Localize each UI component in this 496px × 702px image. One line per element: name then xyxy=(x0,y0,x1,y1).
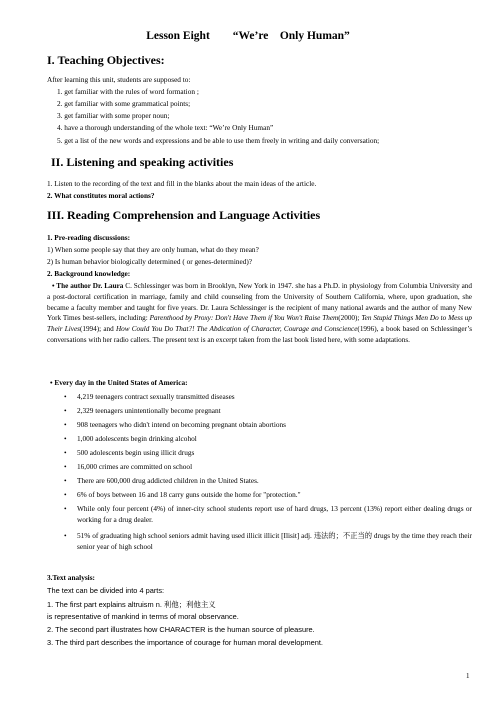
background-heading: 2. Background knowledge: xyxy=(47,269,131,278)
bullet-icon: • xyxy=(64,490,67,499)
every-day-heading: • Every day in the United States of America: xyxy=(50,378,188,387)
list-item-text: 1,000 adolescents begin drinking alcohol xyxy=(77,434,197,443)
objective-item: 2. get familiar with some grammatical points; xyxy=(57,99,191,108)
section-3-heading: III. Reading Comprehension and Language Activities xyxy=(47,208,321,222)
bullet-icon: • xyxy=(64,476,67,485)
section-2-heading: II. Listening and speaking activities xyxy=(51,155,234,169)
listening-item: 2. What constitutes moral actions? xyxy=(47,191,155,200)
list-item-text: 4,219 teenagers contract sexually transmitted diseases xyxy=(77,392,235,401)
pre-reading-item: 1) When some people say that they are only human, what do they mean? xyxy=(47,245,259,254)
list-item-text: 6% of boys between 16 and 18 carry guns outside the home for "protection." xyxy=(77,490,301,499)
bullet-icon: • xyxy=(64,420,67,429)
bullet-icon: • xyxy=(64,448,67,457)
book-rest: (1996), a book based on Schlessinger’s conversations with her radio callers. The present text is an excerpt taken from the last book listed here, with some adaptations. xyxy=(47,325,472,344)
text-analysis-intro: The text can be divided into 4 parts: xyxy=(47,586,165,595)
text-analysis-heading: 3.Text analysis: xyxy=(47,573,95,582)
objective-item: 5. get a list of the new words and expressions and be able to use them freely in writing and daily conversation; xyxy=(57,136,380,145)
book-year: (1994); and xyxy=(79,325,116,334)
bullet-icon: • xyxy=(64,531,67,540)
listening-item: 1. Listen to the recording of the text and fill in the blanks about the main ideas of the article. xyxy=(47,179,317,188)
list-item-text: While only four percent (4%) of inner-city school students report use of hard drugs, 13 percent (13%) report either dealing drugs or working for a drug dealer. xyxy=(77,504,472,524)
pre-reading-heading: 1. Pre-reading discussions: xyxy=(47,233,131,242)
list-item-text: There are 600,000 drug addicted children in the United States. xyxy=(77,476,259,485)
author-text: C. Schlessinger was born in Brooklyn, New York in 1947. she has a Ph.D. in physiology from Columbia University and a post-doctoral certification in marriage, family and child counseling from the University of Southern California, where, upon graduation, she became a faculty member and taught for five years. Dr. Laura Schlessinger is the recipient of many national awards and the author of many New York Times best-sellers, including: xyxy=(47,282,472,323)
objective-item: 4. have a thorough understanding of the whole text: “We’re Only Human” xyxy=(57,123,274,132)
list-item-text: 908 teenagers who didn't intend on becoming pregnant obtain abortions xyxy=(77,420,287,429)
author-paragraph xyxy=(47,281,472,346)
text-analysis-line: 1. The first part explains altruism n. 利他；利他主义 xyxy=(47,600,216,609)
text-analysis-line: is representative of mankind in terms of moral observance. xyxy=(47,612,239,621)
page-number: 1 xyxy=(466,672,470,680)
book-year: (2000); xyxy=(338,314,362,323)
bullet-icon: • xyxy=(64,406,67,415)
section-1-heading: I. Teaching Objectives: xyxy=(47,53,165,67)
book-title: How Could You Do That?! The Abdication of Character, Courage and Conscience xyxy=(115,325,358,334)
bullet-icon: • xyxy=(64,462,67,471)
page-title: Lesson Eight “We’re Only Human” xyxy=(146,30,350,42)
text-analysis-line: 2. The second part illustrates how CHARACTER is the human source of pleasure. xyxy=(47,625,315,634)
bullet-icon: • xyxy=(64,434,67,443)
pre-reading-item: 2) Is human behavior biologically determined ( or genes-determined)? xyxy=(47,257,253,266)
list-item-text: 51% of graduating high school seniors admit having used illicit illicit [Ilisit] adj. 违法的；不正当的 drugs by the time they reach their senior year of high school xyxy=(77,531,472,551)
objective-item: 1. get familiar with the rules of word formation ; xyxy=(57,87,199,96)
author-lead: • The author Dr. Laura xyxy=(52,282,124,290)
bullet-icon: • xyxy=(64,504,67,513)
list-item-text: 2,329 teenagers unintentionally become pregnant xyxy=(77,406,221,415)
objective-item: 3. get familiar with some proper noun; xyxy=(57,111,170,120)
text-analysis-line: 3. The third part describes the importance of courage for human moral development. xyxy=(47,638,323,647)
section-1-intro: After learning this unit, students are supposed to: xyxy=(47,75,191,84)
book-title: Parenthood by Proxy: Don't Have Them if You Won't Raise Them xyxy=(149,314,339,323)
list-item-text: 16,000 crimes are committed on school xyxy=(77,462,193,471)
list-item-text: 500 adolescents begin using illicit drugs xyxy=(77,448,195,457)
bullet-icon: • xyxy=(64,392,67,401)
book-title: Ten Stupid Things Men Do to Mess up Their Lives xyxy=(47,314,472,334)
